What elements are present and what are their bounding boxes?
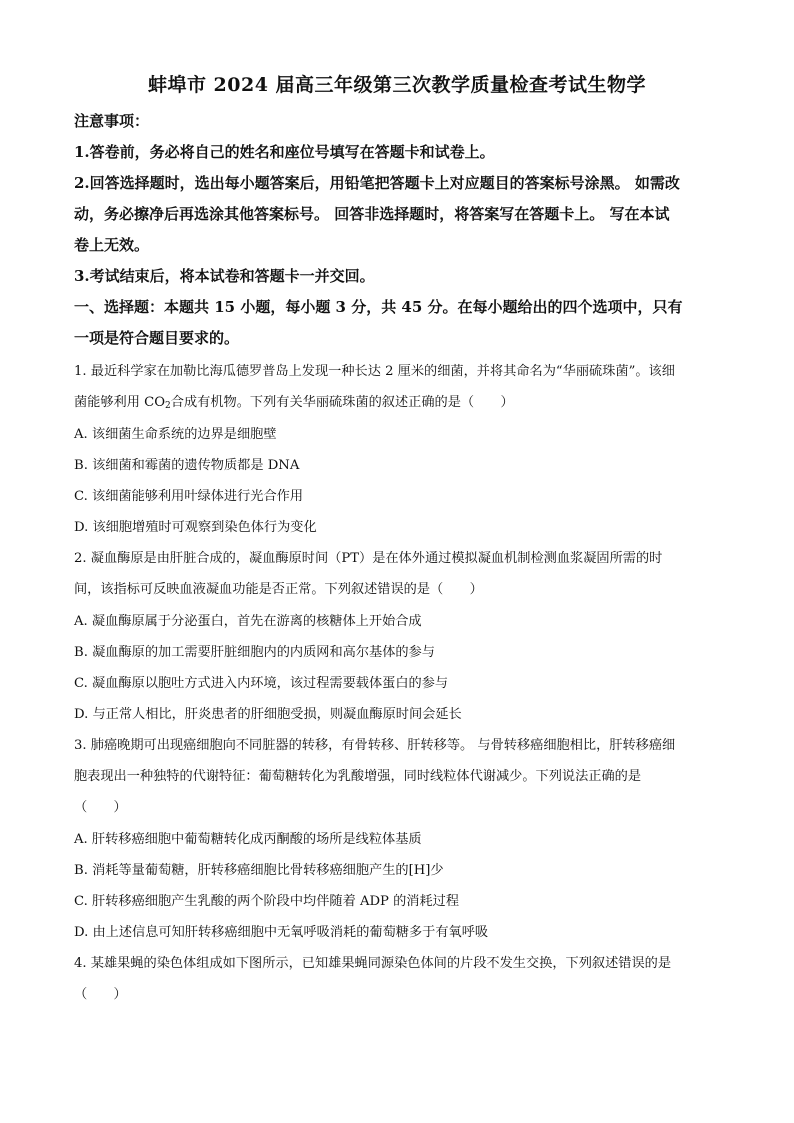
option: C. 凝血酶原以胞吐方式进入内环境，该过程需要载体蛋白的参与 [74, 676, 449, 691]
notice-item: 卷上无效。 [74, 236, 150, 254]
option: B. 消耗等量葡萄糖，肝转移癌细胞比骨转移癌细胞产生的[H]少 [74, 863, 444, 878]
question-2-stem-cont: 间，该指标可反映血液凝血功能是否正常。下列叙述错误的是（ ） [74, 582, 483, 597]
stem-text: 合成有机物。下列有关华丽硫珠菌的叙述正确的是（ ） [170, 395, 514, 410]
question-2-stem: 2. 凝血酶原是由肝脏合成的，凝血酶原时间（PT）是在体外通过模拟凝血机制检测血浆凝固所需的时 [74, 551, 663, 566]
question-1-stem-cont [74, 391, 514, 411]
notice-item: 1.答卷前，务必将自己的姓名和座位号填写在答题卡和试卷上。 [74, 143, 495, 161]
notice-item: 3.考试结束后，将本试卷和答题卡一并交回。 [74, 267, 375, 285]
question-4-stem: 4. 某雄果蝇的染色体组成如下图所示，已知雄果蝇同源染色体间的片段不发生交换，下列叙述错误的是 [74, 956, 672, 971]
question-1-stem: 1. 最近科学家在加勒比海瓜德罗普岛上发现一种长达 2 厘米的细菌，并将其命名为“华丽硫珠菌”。该细 [74, 364, 675, 379]
option: C. 肝转移癌细胞产生乳酸的两个阶段中均伴随着 ADP 的消耗过程 [74, 894, 460, 909]
page-title: 蚌埠市 2024 届高三年级第三次教学质量检查考试生物学 [147, 74, 647, 96]
notice-item: 2.回答选择题时，选出每小题答案后，用铅笔把答题卡上对应题目的答案标号涂黑。 如需改 [74, 174, 680, 192]
option: A. 该细菌生命系统的边界是细胞壁 [74, 427, 277, 442]
stem-text: 菌能够利用 CO [74, 395, 166, 410]
notice-heading: 注意事项： [74, 112, 150, 130]
question-4-stem-cont: （ ） [74, 987, 127, 1002]
question-3-stem-cont: 胞表现出一种独特的代谢特征：葡萄糖转化为乳酸增强，同时线粒体代谢减少。下列说法正确的是 [74, 769, 642, 784]
option: D. 该细胞增殖时可观察到染色体行为变化 [74, 520, 317, 535]
option: A. 凝血酶原属于分泌蛋白，首先在游离的核糖体上开始合成 [74, 614, 422, 629]
section-heading: 一、选择题：本题共 15 小题，每小题 3 分，共 45 分。在每小题给出的四个选项中，只有 [74, 298, 683, 316]
option: A. 肝转移癌细胞中葡萄糖转化成丙酮酸的场所是线粒体基质 [74, 832, 422, 847]
subscript: 2 [165, 401, 171, 411]
section-heading-cont: 一项是符合题目要求的。 [74, 329, 240, 347]
option: D. 由上述信息可知肝转移癌细胞中无氧呼吸消耗的葡萄糖多于有氧呼吸 [74, 925, 489, 940]
question-3-stem-cont: （ ） [74, 800, 127, 815]
option: D. 与正常人相比，肝炎患者的肝细胞受损，则凝血酶原时间会延长 [74, 707, 462, 722]
notice-item: 动，务必擦净后再选涂其他答案标号。 回答非选择题时，将答案写在答题卡上。 写在本试 [74, 205, 670, 223]
question-3-stem: 3. 肺癌晚期可出现癌细胞向不同脏器的转移，有骨转移、肝转移等。 与骨转移癌细胞相比，肝转移癌细 [74, 738, 676, 753]
option: C. 该细菌能够利用叶绿体进行光合作用 [74, 489, 304, 504]
option: B. 凝血酶原的加工需要肝脏细胞内的内质网和高尔基体的参与 [74, 645, 435, 660]
option: B. 该细菌和霉菌的遗传物质都是 DNA [74, 458, 300, 473]
